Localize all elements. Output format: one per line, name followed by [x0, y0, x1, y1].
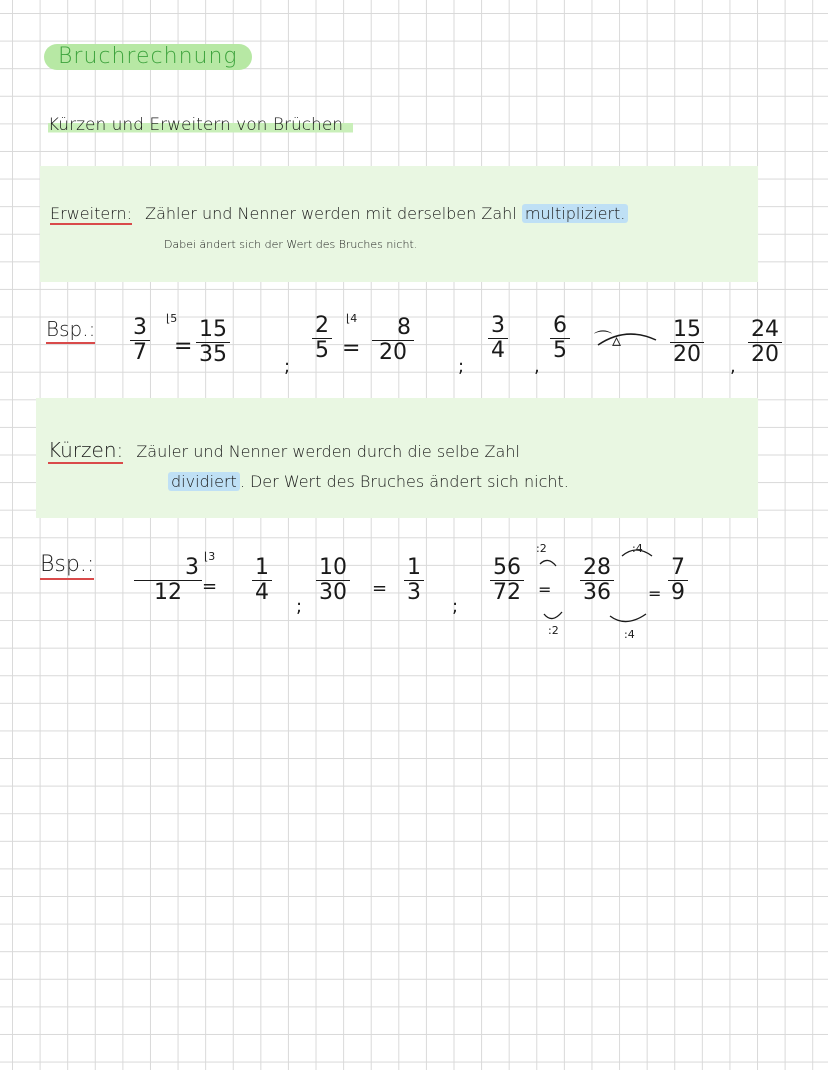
fraction: $\frac{8}{20}$ [372, 316, 414, 365]
fraction: $\frac{1}{4}$ [252, 556, 272, 605]
fraction: $\frac{3}{7}$ [130, 316, 150, 365]
arrow-icon [610, 614, 646, 622]
equals-sign: = [202, 576, 218, 597]
separator: ; [452, 596, 459, 617]
fraction: $\frac{10}{30}$ [316, 556, 350, 605]
fraction: $\frac{15}{35}$ [196, 318, 230, 367]
bsp-label-2: Bsp.: [40, 552, 94, 580]
equals-sign: = [648, 584, 662, 603]
divisor-mark: :2 [548, 624, 559, 637]
separator: ; [458, 356, 465, 377]
separator: ; [284, 356, 291, 377]
kuerzen-text: Zäuler und Nenner werden durch die selbe Zahl [136, 442, 520, 461]
fraction: $\frac{56}{72}$ [490, 556, 524, 605]
kuerzen-factor-mark: ⌊3 [204, 550, 216, 563]
equals-sign: = [174, 334, 193, 359]
fraction: $\frac{3}{4}$ [488, 314, 508, 363]
divisor-mark: :4 [632, 542, 643, 555]
equals-sign: = [372, 578, 388, 599]
erweitern-term: Erweitern: [50, 204, 133, 223]
separator: , [730, 356, 736, 377]
arrow-icon: ⌒▵ [594, 330, 622, 351]
page-subtitle: Kürzen und Erweitern von Brüchen [48, 114, 353, 136]
fraction: $\frac{7}{9}$ [668, 556, 688, 605]
fraction: $\frac{6}{5}$ [550, 314, 570, 363]
erweitern-factor-mark: ⌊5 [166, 312, 178, 325]
fraction: $\frac{1}{3}$ [404, 556, 424, 605]
kuerzen-highlight: dividiert [168, 472, 240, 491]
fraction: $\frac{15}{20}$ [670, 318, 704, 367]
erweitern-factor-mark: ⌊4 [346, 312, 358, 325]
divisor-mark: :4 [624, 628, 635, 641]
fraction: $\frac{24}{20}$ [748, 318, 782, 367]
bsp-label-1: Bsp.: [46, 316, 95, 344]
arrow-icon [544, 612, 562, 619]
kuerzen-term: Kürzen: [48, 438, 124, 462]
divisor-mark: :2 [536, 542, 547, 555]
equals-sign: = [538, 580, 552, 599]
fraction: $\frac{28}{36}$ [580, 556, 614, 605]
fraction: $\frac{3}{12}$ [134, 556, 202, 605]
kuerzen-text-2: . Der Wert des Bruches ändert sich nicht. [239, 472, 569, 491]
erweitern-note: Dabei ändert sich der Wert des Bruches nicht. [164, 238, 418, 251]
separator: ; [296, 596, 303, 617]
fraction: $\frac{2}{5}$ [312, 314, 332, 363]
arrow-icon [540, 560, 556, 566]
erweitern-highlight: multipliziert. [522, 204, 629, 223]
erweitern-text: Zähler und Nenner werden mit derselben Zahl [145, 204, 517, 223]
arrow-icon [622, 550, 652, 556]
separator: , [534, 356, 540, 377]
page-title: Bruchrechnung [44, 44, 252, 70]
arrow-icon [598, 334, 656, 345]
equals-sign: = [342, 336, 361, 361]
